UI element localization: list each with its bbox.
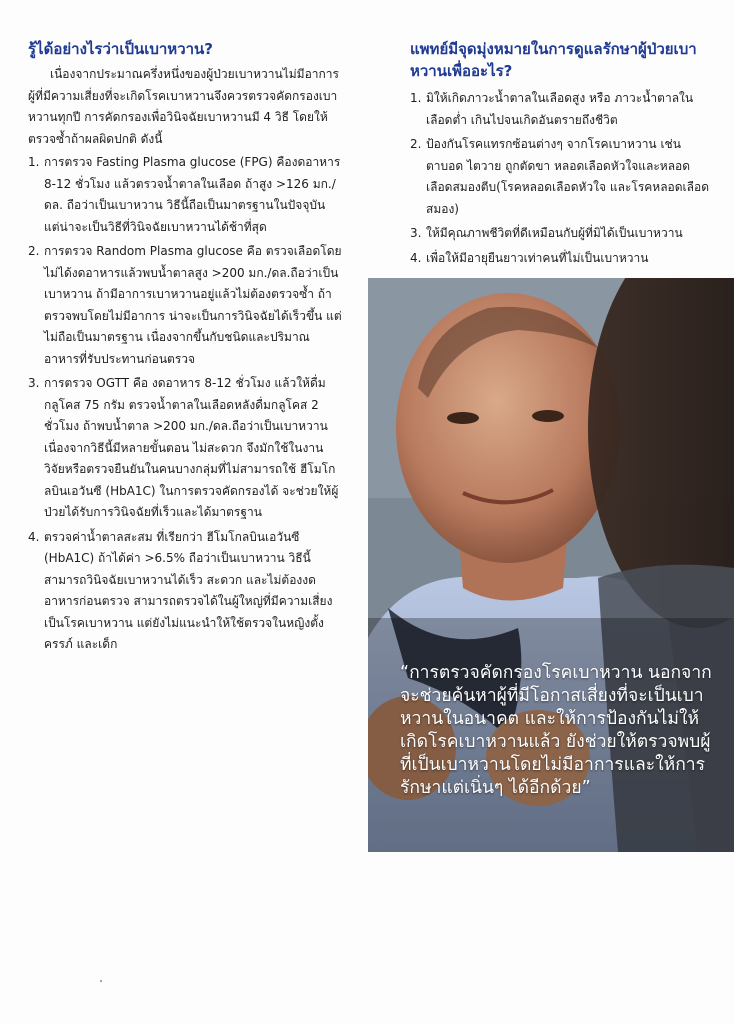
right-column [410,38,712,272]
list-item-number: 2. [410,137,422,151]
list-item-text: การตรวจ Random Plasma glucose คือ ตรวจเลือดโดยไม่ได้งดอาหารแล้วพบน้ำตาลสูง >200 มก./ดล.ถือว่าเป็นเบาหวาน ถ้ามีอาการเบาหวานอยู่แล้วไม่ต้องตรวจซ้ำ ถ้าตรวจพบโดยไม่มีอาการ น่าจะเป็นการวินิจฉัยได้เร็วขึ้น แต่ไม่ถือเป็นมาตรฐาน เนื่องจากขึ้นกับชนิดและปริมาณอาหารที่รับประทานก่อนตรวจ [44,244,342,366]
list-item-text: มิให้เกิดภาวะน้ำตาลในเลือดสูง หรือ ภาวะน้ำตาลในเลือดต่ำ เกินไปจนเกิดอันตรายถึงชีวิต [426,91,694,127]
list-item [28,241,344,370]
pull-quote: “การตรวจคัดกรองโรคเบาหวาน นอกจากจะช่วยค้นหาผู้ที่มีโอกาสเสี่ยงที่จะเป็นเบาหวานในอนาคต และให้การป้องกันไม่ให้เกิดโรคเบาหวานแล้ว ยังช่วยให้ตรวจพบผู้ที่เป็นเบาหวานโดยไม่มีอาการและให้การรักษาแต่เนิ่นๆ ได้อีกด้วย” [400,662,712,798]
list-item-number: 4. [28,529,40,544]
list-item-text: เพื่อให้มีอายุยืนยาวเท่าคนที่ไม่เป็นเบาหวาน [426,250,649,265]
list-item [410,134,712,220]
list-item-number: 3. [410,226,422,240]
list-item [410,223,712,245]
list-item-number: 2. [28,244,40,258]
right-eye-shape [532,410,564,422]
list-item-number: 1. [410,91,422,105]
list-item-text: ป้องกันโรคแทรกซ้อนต่างๆ จากโรคเบาหวาน เช่น ตาบอด ไตวาย ถูกตัดขา หลอดเลือดหัวใจและหลอดเลือดสมองตีบ(โรคหลอดเลือดหัวใจ และโรคหลอดเลือดสมอง) [426,137,710,216]
diagnosis-methods-list [28,152,344,656]
head-shape [396,293,620,563]
list-item [28,152,344,238]
page-speck [100,980,102,982]
list-item [410,88,712,131]
list-item-text: การตรวจ Fasting Plasma glucose (FPG) คืองดอาหาร 8-12 ชั่วโมง แล้วตรวจน้ำตาลในเลือด ถ้าสูง >126 มก./ดล. ถือว่าเป็นเบาหวาน วิธีนี้ถือเป็นมาตรฐานในปัจจุบัน แต่น่าจะเป็นวิธีที่วินิจฉัยเบาหวานได้ช้าที่สุด [44,155,341,234]
list-item-number: 4. [410,250,422,265]
list-item [410,248,712,270]
left-heading: รู้ได้อย่างไรว่าเป็นเบาหวาน? [28,40,213,58]
list-item [28,527,344,656]
left-eye-shape [447,412,479,424]
left-intro-paragraph: เนื่องจากประมาณครึ่งหนึ่งของผู้ป่วยเบาหวานไม่มีอาการ ผู้ที่มีความเสี่ยงที่จะเกิดโรคเบาหวานจึงควรตรวจคัดกรองเบาหวานทุกปี การคัดกรองเพื่อวินิจฉัยเบาหวานมี 4 วิธี โดยให้ตรวจซ้ำถ้าผลผิดปกติ ดังนี้ [28,67,339,146]
right-heading: แพทย์มีจุดมุ่งหมายในการดูแลรักษาผู้ป่วยเบาหวานเพื่ออะไร? [410,40,697,80]
list-item-text: การตรวจ OGTT คือ งดอาหาร 8-12 ชั่วโมง แล้วให้ดื่มกลูโคส 75 กรัม ตรวจน้ำตาลในเลือดหลังดื่มกลูโคส 2 ชั่วโมง ถ้าพบน้ำตาล >200 มก./ดล.ถือว่าเป็นเบาหวาน เนื่องจากวิธีนี้มีหลายขั้นตอน ไม่สะดวก จึงมักใช้ในงานวิจัยหรือตรวจยืนยันในคนบางกลุ่มที่ไม่สามารถใช้ ฮีโมโกลบินเอวันซี (HbA1C) ในการตรวจคัดกรองได้ จะช่วยให้ผู้ป่วยได้รับการวินิจฉัยที่เร็วและได้มาตรฐาน [44,376,339,519]
treatment-goals-list [410,88,712,269]
list-item-number: 1. [28,155,40,169]
list-item-text: ตรวจค่าน้ำตาลสะสม ที่เรียกว่า ฮีโมโกลบินเอวันซี (HbA1C) ถ้าได้ค่า >6.5% ถือว่าเป็นเบาหวาน วิธีนี้สามารถวินิจฉัยเบาหวานได้เร็ว สะดวก และไม่ต้องงดอาหารก่อนตรวจ สามารถตรวจได้ในผู้ใหญ่ที่มีความเสี่ยงเป็นโรคเบาหวาน แต่ยังไม่แนะนำให้ใช้ตรวจในหญิงตั้งครรภ์ และเด็ก [44,529,333,651]
left-column [28,38,344,659]
list-item [28,373,344,524]
list-item-number: 3. [28,376,40,390]
list-item-text: ให้มีคุณภาพชีวิตที่ดีเหมือนกับผู้ที่มิได้เป็นเบาหวาน [426,226,683,240]
